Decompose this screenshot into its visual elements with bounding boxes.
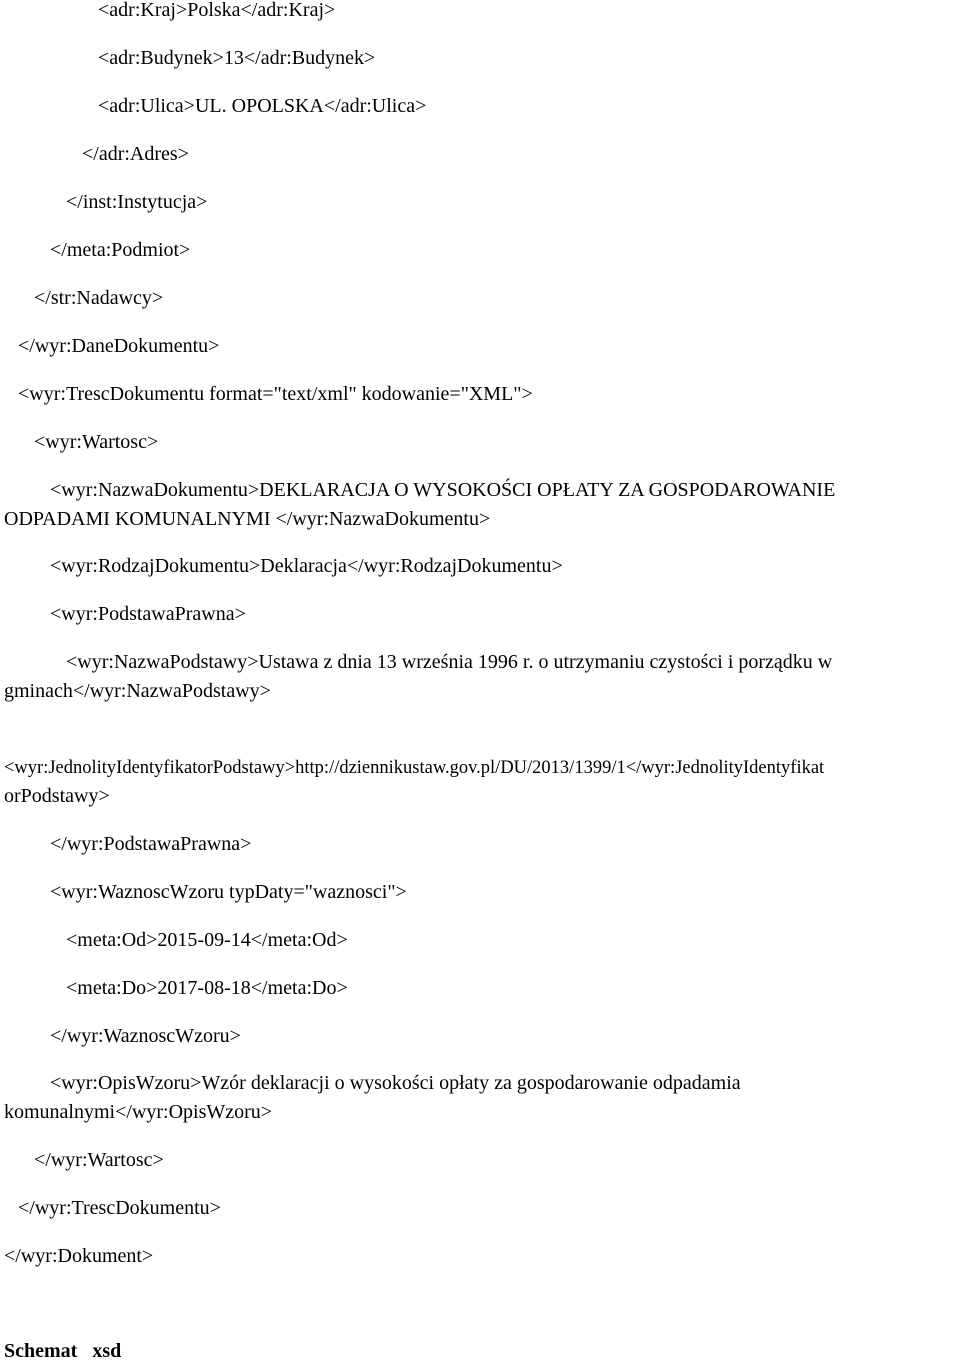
xml-line: <wyr:WaznoscWzoru typDaty="waznosci"> bbox=[50, 881, 407, 903]
xml-line: </wyr:Dokument> bbox=[4, 1245, 154, 1267]
xml-line: </wyr:DaneDokumentu> bbox=[18, 335, 220, 357]
xml-line: </wyr:TrescDokumentu> bbox=[18, 1197, 221, 1219]
xml-line: <wyr:RodzajDokumentu>Deklaracja</wyr:RodzajDokumentu> bbox=[50, 555, 563, 577]
xml-line: <adr:Kraj>Polska</adr:Kraj> bbox=[98, 0, 336, 21]
section-heading: Schemat xsd bbox=[4, 1340, 122, 1362]
xml-line: </meta:Podmiot> bbox=[50, 239, 191, 261]
xml-line: <wyr:JednolityIdentyfikatorPodstawy>http://dziennikustaw.gov.pl/DU/2013/1399/1</wyr:JednolityIdentyfikat bbox=[4, 758, 825, 778]
xml-line: <meta:Do>2017-08-18</meta:Do> bbox=[66, 977, 348, 999]
xml-line: </wyr:Wartosc> bbox=[34, 1149, 164, 1171]
xml-line: komunalnymi</wyr:OpisWzoru> bbox=[4, 1101, 273, 1123]
xml-line: <wyr:Wartosc> bbox=[34, 431, 159, 453]
xml-line: <wyr:NazwaPodstawy>Ustawa z dnia 13 września 1996 r. o utrzymaniu czystości i porządku w bbox=[66, 651, 833, 673]
xml-line: <wyr:OpisWzoru>Wzór deklaracji o wysokości opłaty za gospodarowanie odpadamia bbox=[50, 1072, 741, 1094]
xml-line: <adr:Budynek>13</adr:Budynek> bbox=[98, 47, 376, 69]
xml-line: <wyr:TrescDokumentu format="text/xml" kodowanie="XML"> bbox=[18, 383, 533, 405]
xml-line: orPodstawy> bbox=[4, 785, 110, 807]
xml-line: <meta:Od>2015-09-14</meta:Od> bbox=[66, 929, 348, 951]
xml-line: </adr:Adres> bbox=[82, 143, 189, 165]
xml-line: </inst:Instytucja> bbox=[66, 191, 208, 213]
xml-line: gminach</wyr:NazwaPodstawy> bbox=[4, 680, 271, 702]
xml-line: ODPADAMI KOMUNALNYMI </wyr:NazwaDokumentu> bbox=[4, 508, 491, 530]
xml-line: </wyr:WaznoscWzoru> bbox=[50, 1025, 241, 1047]
xml-line: <wyr:PodstawaPrawna> bbox=[50, 603, 246, 625]
xml-line: </wyr:PodstawaPrawna> bbox=[50, 833, 252, 855]
xml-line: <adr:Ulica>UL. OPOLSKA</adr:Ulica> bbox=[98, 95, 427, 117]
xml-line: </str:Nadawcy> bbox=[34, 287, 164, 309]
xml-line: <wyr:NazwaDokumentu>DEKLARACJA O WYSOKOŚCI OPŁATY ZA GOSPODAROWANIE bbox=[50, 479, 836, 501]
